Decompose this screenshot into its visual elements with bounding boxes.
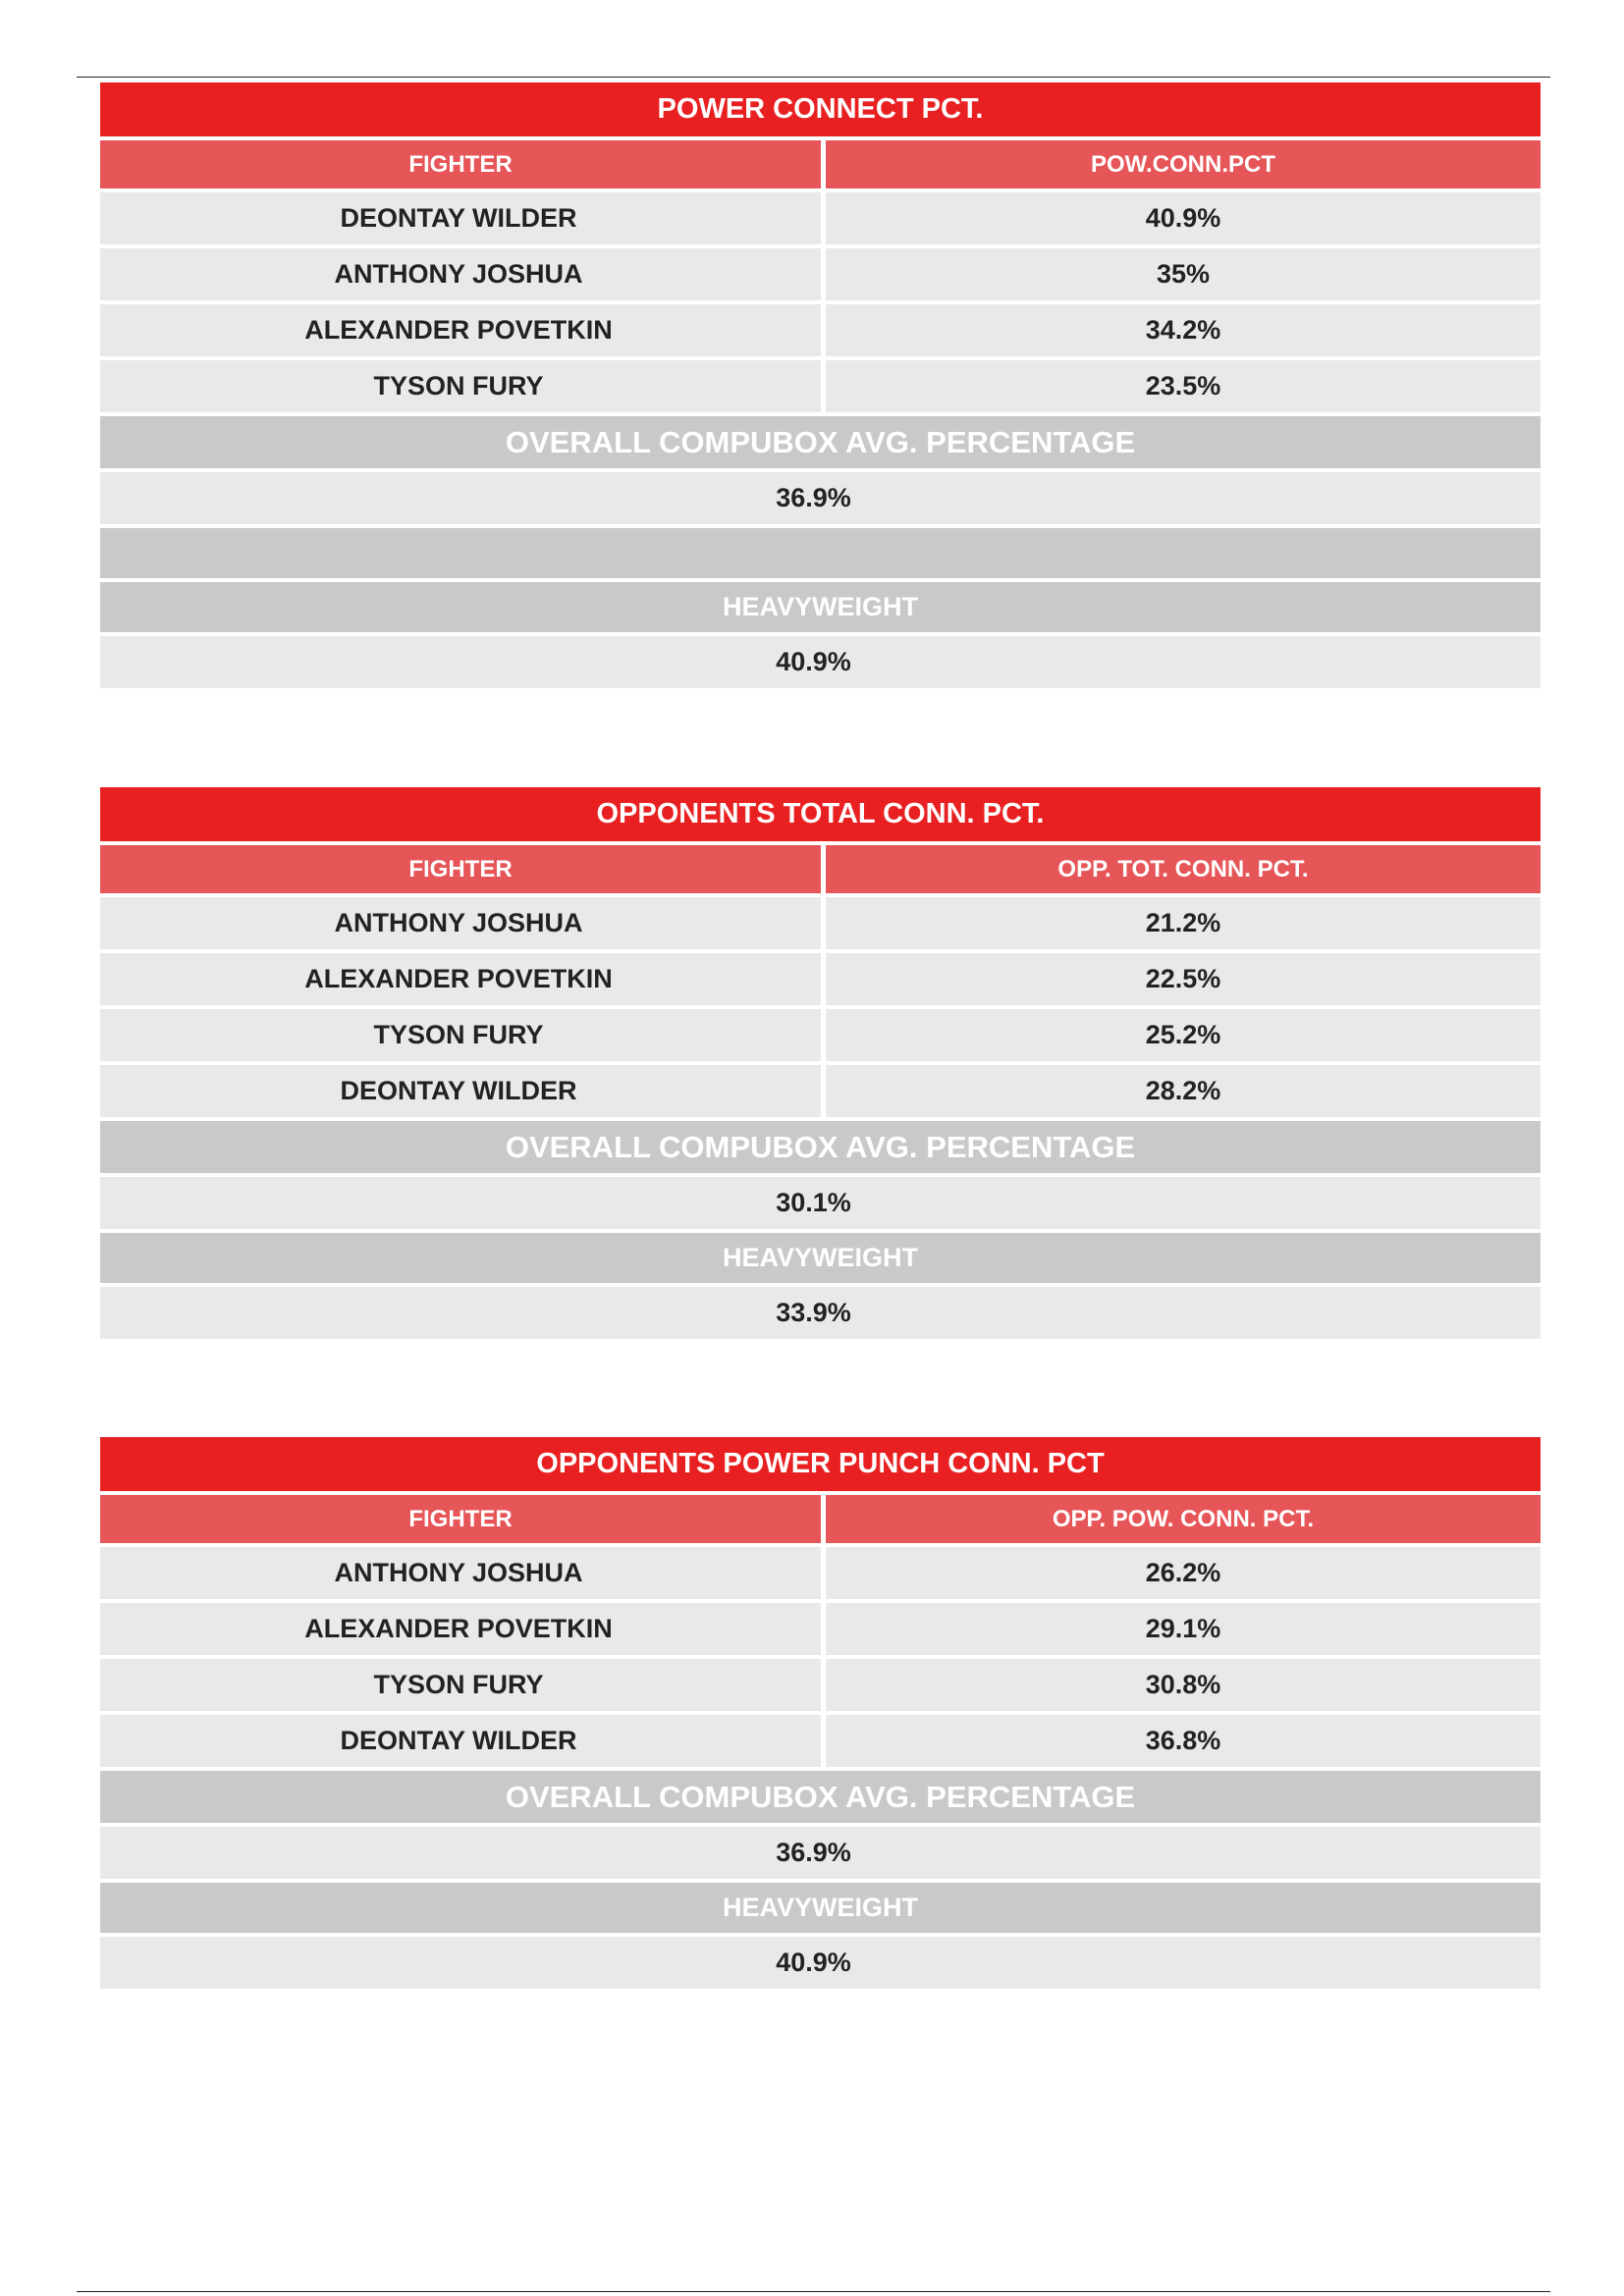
fighter-name-cell bbox=[100, 897, 821, 949]
fighter-name: TYSON FURY bbox=[373, 1670, 544, 1699]
fighter-name: DEONTAY WILDER bbox=[340, 1726, 577, 1755]
table-row bbox=[100, 1603, 1541, 1655]
fighter-name-cell bbox=[100, 1065, 821, 1117]
overall-average-value: 30.1% bbox=[776, 1188, 851, 1217]
table-title: OPPONENTS POWER PUNCH CONN. PCT bbox=[100, 1437, 1541, 1491]
stat-value-cell: 30.8% bbox=[826, 1659, 1541, 1711]
fighter-column-header: FIGHTER bbox=[100, 845, 821, 893]
fighter-name-cell bbox=[100, 1603, 821, 1655]
stat-value-cell: 23.5% bbox=[826, 360, 1541, 412]
fighter-column-header: FIGHTER bbox=[100, 140, 821, 188]
fighter-name-cell bbox=[100, 248, 821, 300]
top-rule bbox=[77, 77, 1550, 78]
table-row bbox=[100, 1009, 1541, 1061]
fighter-name-cell bbox=[100, 360, 821, 412]
fighter-name-cell bbox=[100, 192, 821, 244]
header-row bbox=[100, 845, 1541, 893]
table-row bbox=[100, 1659, 1541, 1711]
fighter-name-cell bbox=[100, 1715, 821, 1767]
table-row bbox=[100, 953, 1541, 1005]
bottom-rule bbox=[77, 2291, 1550, 2292]
stat-column-header: POW.CONN.PCT bbox=[826, 140, 1541, 188]
fighter-name: ALEXANDER POVETKIN bbox=[304, 964, 613, 993]
stat-value-cell: 22.5% bbox=[826, 953, 1541, 1005]
table-row bbox=[100, 248, 1541, 300]
overall-average-value: 36.9% bbox=[776, 483, 851, 512]
header-row bbox=[100, 1495, 1541, 1543]
overall-average-label: OVERALL COMPUBOX AVG. PERCENTAGE bbox=[100, 1121, 1541, 1173]
opponents-total-conn-table bbox=[100, 787, 1541, 1343]
table-title: POWER CONNECT PCT. bbox=[100, 82, 1541, 136]
opponents-power-punch-conn-table bbox=[100, 1437, 1541, 1993]
stat-value-cell: 28.2% bbox=[826, 1065, 1541, 1117]
table-row bbox=[100, 1547, 1541, 1599]
fighter-name: TYSON FURY bbox=[373, 371, 544, 400]
overall-average-value: 36.9% bbox=[776, 1838, 851, 1867]
stat-value-cell: 21.2% bbox=[826, 897, 1541, 949]
stat-value-cell: 25.2% bbox=[826, 1009, 1541, 1061]
empty-divider-band bbox=[100, 528, 1541, 578]
overall-average-value-row bbox=[100, 1177, 1541, 1229]
table-row bbox=[100, 304, 1541, 356]
stat-value-cell: 40.9% bbox=[826, 192, 1541, 244]
fighter-name: DEONTAY WILDER bbox=[340, 1076, 577, 1105]
division-value-row bbox=[100, 636, 1541, 688]
stat-column-header: OPP. POW. CONN. PCT. bbox=[826, 1495, 1541, 1543]
fighter-name-cell bbox=[100, 953, 821, 1005]
stat-value-cell: 35% bbox=[826, 248, 1541, 300]
stat-value-cell: 26.2% bbox=[826, 1547, 1541, 1599]
stat-value-cell: 29.1% bbox=[826, 1603, 1541, 1655]
table-row bbox=[100, 360, 1541, 412]
table-row bbox=[100, 897, 1541, 949]
division-value: 40.9% bbox=[776, 647, 851, 676]
table-row bbox=[100, 1065, 1541, 1117]
division-value-row bbox=[100, 1287, 1541, 1339]
table-row bbox=[100, 1715, 1541, 1767]
overall-average-label: OVERALL COMPUBOX AVG. PERCENTAGE bbox=[100, 1771, 1541, 1823]
power-connect-table bbox=[100, 82, 1541, 692]
fighter-name: ANTHONY JOSHUA bbox=[334, 259, 583, 289]
fighter-name-cell bbox=[100, 304, 821, 356]
stat-value-cell: 34.2% bbox=[826, 304, 1541, 356]
table-row bbox=[100, 192, 1541, 244]
header-row bbox=[100, 140, 1541, 188]
table-title: OPPONENTS TOTAL CONN. PCT. bbox=[100, 787, 1541, 841]
division-value: 33.9% bbox=[776, 1298, 851, 1327]
fighter-name: ANTHONY JOSHUA bbox=[334, 1558, 583, 1587]
fighter-name: TYSON FURY bbox=[373, 1020, 544, 1049]
fighter-name: ANTHONY JOSHUA bbox=[334, 908, 583, 937]
fighter-name: DEONTAY WILDER bbox=[340, 203, 577, 233]
division-value-row bbox=[100, 1937, 1541, 1989]
stat-value-cell: 36.8% bbox=[826, 1715, 1541, 1767]
division-label: HEAVYWEIGHT bbox=[100, 1883, 1541, 1933]
stat-column-header: OPP. TOT. CONN. PCT. bbox=[826, 845, 1541, 893]
overall-average-label: OVERALL COMPUBOX AVG. PERCENTAGE bbox=[100, 416, 1541, 468]
division-label: HEAVYWEIGHT bbox=[100, 582, 1541, 632]
overall-average-value-row bbox=[100, 472, 1541, 524]
fighter-name-cell bbox=[100, 1659, 821, 1711]
division-label: HEAVYWEIGHT bbox=[100, 1233, 1541, 1283]
fighter-name-cell bbox=[100, 1547, 821, 1599]
fighter-name: ALEXANDER POVETKIN bbox=[304, 315, 613, 345]
fighter-column-header: FIGHTER bbox=[100, 1495, 821, 1543]
fighter-name-cell bbox=[100, 1009, 821, 1061]
fighter-name: ALEXANDER POVETKIN bbox=[304, 1614, 613, 1643]
overall-average-value-row bbox=[100, 1827, 1541, 1879]
division-value: 40.9% bbox=[776, 1948, 851, 1977]
